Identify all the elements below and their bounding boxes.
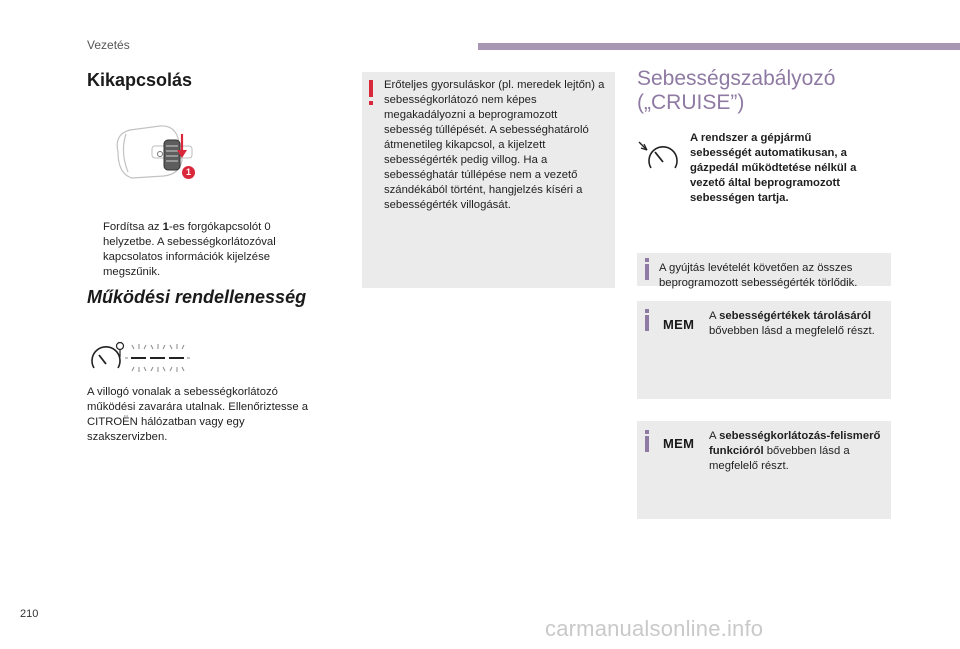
kikapcsolas-title: Kikapcsolás [87,70,193,90]
info-reset-text: A gyújtás levételét követően az összes beprogramozott sebességérték törlődik. [659,262,858,289]
info-icon-bar [645,315,649,331]
cruise-title: Sebességszabályozó („CRUISE”) [637,67,836,114]
info-icon [645,258,649,262]
header-bar [478,43,960,50]
kikapcsolas-instruction: Fordítsa az 1-es forgókapcsolót 0 helyzetbe. A sebességkorlátozóval kapcsolatos információk kijelzése megszűnik. [103,221,276,278]
info-icon [645,309,649,313]
info-icon-bar [645,436,649,452]
stalk-diagram [108,112,206,192]
info-icon [645,430,649,434]
speed-limiter-fault-icon [88,340,196,374]
rendellenesseg-body: A villogó vonalak a sebességkorlátozó működési zavarára utalnak. Ellenőriztesse a CITROËN hálózatban vagy egy szakszervizben. [87,386,309,443]
warning-icon [369,80,373,97]
page-number: 210 [20,608,39,620]
info-icon-bar [645,264,649,280]
rendellenesseg-title: Működési rendellenesség [87,287,307,307]
mem-label: MEM [663,317,695,332]
cruise-control-icon [637,138,681,172]
section-label: Vezetés [87,38,130,52]
warning-icon-dot [369,101,373,105]
mem-storage-text: A sebességértékek tárolásáról bővebben lásd a megfelelő részt. [709,310,875,337]
diagram-badge: 1 [182,166,195,179]
watermark: carmanualsonline.info [545,616,764,641]
cruise-intro: A rendszer a gépjármű sebességét automatikusan, a gázpedál működtetése nélkül a vezető által beprogramozott sebességen tartja. [690,132,857,204]
mem-recognition-text: A sebességkorlátozás-felismerő funkcióról bővebben lásd a megfelelő részt. [709,430,881,472]
mem-label: MEM [663,436,695,451]
warning-text: Erőteljes gyorsuláskor (pl. meredek lejtőn) a sebességkorlátozó nem képes megakadályozni a beprogramozott sebesség túllépését. A sebességhatároló átmenetileg kikapcsol, a kijelzett sebességérték pedig villog. Ha a sebességhatár túllépése nem a vezető szándékából történt, hangjelzés kíséri a sebességérték villogását. [384,79,605,211]
